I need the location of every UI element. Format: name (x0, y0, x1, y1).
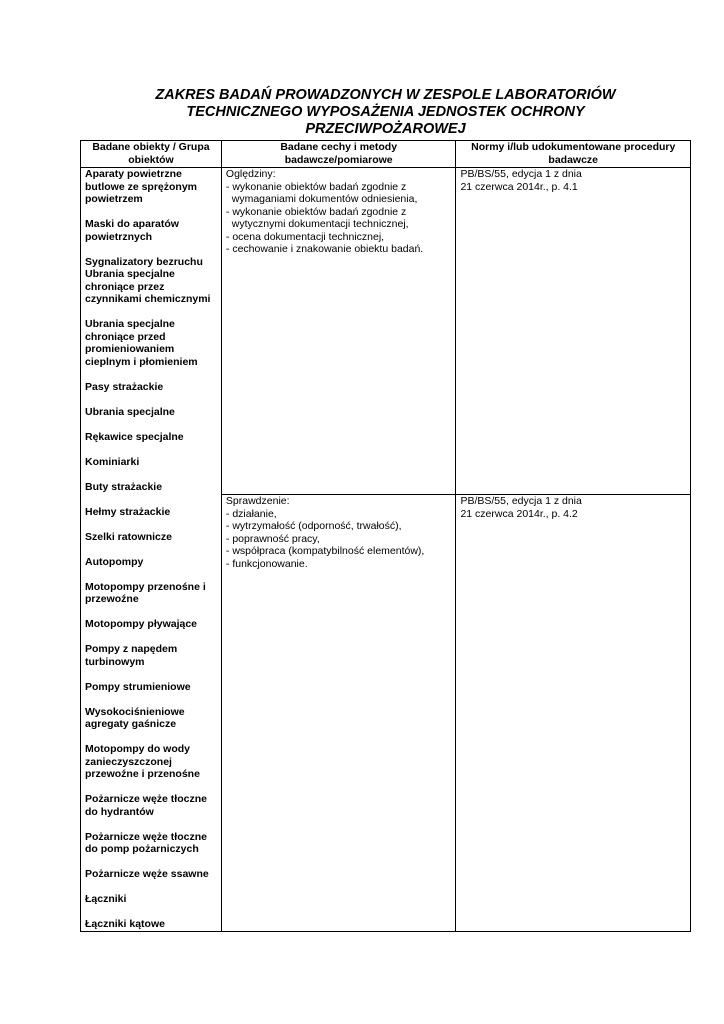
object-group (85, 581, 217, 606)
object-label-line: Buty strażackie (85, 480, 163, 493)
header-methods: Badane cechy i metody badawcze/pomiarowe (221, 141, 456, 168)
object-group (85, 618, 217, 631)
object-label-line: Ubrania specjalne (85, 268, 175, 280)
cell-text-line: PB/BS/55, edycja 1 z dnia (460, 495, 582, 508)
object-group (85, 681, 217, 694)
object-label-line: cieplnym i płomieniem (85, 355, 198, 368)
object-label-line: butlowe ze sprężonym (85, 180, 198, 193)
object-label-line: Łączniki kątowe (85, 918, 165, 930)
object-group (85, 868, 217, 881)
object-group (85, 643, 217, 668)
object-label-line: Ubrania specjalne (85, 318, 175, 330)
cell-text-line: - poprawność pracy, (225, 532, 320, 545)
object-group (85, 793, 217, 818)
objects-cell (81, 168, 222, 932)
object-label-line: Pasy strażackie (85, 380, 164, 393)
cell-text-line: - wykonanie obiektów badań zgodnie z (225, 205, 407, 218)
object-label-line: przewoźne i przenośne (85, 768, 200, 780)
object-label-line: Motopompy przenośne i (85, 580, 206, 593)
object-label-line: Maski do aparatów (85, 218, 179, 230)
object-label-line: przewoźne (85, 593, 139, 605)
object-label-line: agregaty gaśnicze (85, 718, 177, 730)
object-group (85, 556, 217, 569)
object-label-line: Wysokociśnieniowe (85, 705, 185, 718)
cell-text-line: - współpraca (kompatybilność elementów), (225, 545, 425, 558)
object-group (85, 893, 217, 906)
object-group (85, 218, 217, 243)
methods-cell-inspection (221, 168, 456, 495)
cell-text-line: PB/BS/55, edycja 1 z dnia (460, 168, 582, 180)
object-group (85, 318, 217, 368)
object-label-line: Sygnalizatory bezruchu (85, 255, 203, 268)
cell-text-line: - cechowanie i znakowanie obiektu badań. (225, 243, 424, 255)
object-label-line: Rękawice specjalne (85, 430, 184, 443)
scope-table (80, 140, 691, 932)
cell-text-line: - wytrzymałość (odporność, trwałość), (225, 520, 402, 533)
object-group (85, 456, 217, 469)
object-group (85, 918, 217, 931)
cell-text-line: - funkcjonowanie. (225, 557, 308, 570)
cell-text-line: 21 czerwca 2014r., p. 4.2 (460, 507, 578, 520)
norms-cell-inspection (456, 168, 691, 495)
cell-text-line: - ocena dokumentacji technicznej, (225, 230, 385, 243)
object-label-line: promieniowaniem (85, 343, 175, 355)
object-label-line: Motopompy do wody (85, 743, 190, 755)
object-label-line: chroniące przed (85, 330, 166, 343)
object-group (85, 743, 217, 781)
object-group (85, 381, 217, 394)
object-label-line: Łączniki (85, 893, 127, 905)
cell-text-line: Oględziny: (225, 168, 276, 180)
cell-text-line: 21 czerwca 2014r., p. 4.1 (460, 180, 578, 193)
object-group (85, 481, 217, 494)
norms-cell-verification (456, 495, 691, 931)
object-group (85, 831, 217, 856)
title-line: TECHNICZNEGO WYPOSAŻENIA JEDNOSTEK OCHRONY (186, 104, 585, 120)
cell-text-line: - działanie, (225, 507, 277, 520)
object-label-line: Pożarnicze węże ssawne (85, 868, 209, 880)
title-line: ZAKRES BADAŃ PROWADZONYCH W ZESPOLE LABORATORIÓW (155, 87, 616, 103)
document-title (80, 87, 691, 138)
object-label-line: Pożarnicze węże tłoczne (85, 830, 207, 843)
object-group (85, 706, 217, 731)
object-label-line: Aparaty powietrzne (85, 168, 182, 180)
object-label-line: turbinowym (85, 655, 145, 668)
object-group (85, 431, 217, 444)
object-label-line: powietrznych (85, 230, 153, 243)
object-label-line: Autopompy (85, 555, 144, 568)
object-label-line: Pompy z napędem (85, 643, 178, 655)
object-label-line: Hełmy strażackie (85, 505, 171, 518)
object-label-line: chroniące przez (85, 280, 165, 293)
title-line: PRZECIWPOŻAROWEJ (305, 121, 466, 137)
methods-cell-verification (221, 495, 456, 931)
object-label-line: zanieczyszczonej (85, 755, 172, 768)
object-label-line: Kominiarki (85, 455, 140, 468)
object-group (85, 531, 217, 544)
object-label-line: Pompy strumieniowe (85, 680, 191, 693)
object-label-line: Szelki ratownicze (85, 530, 172, 543)
object-label-line: Motopompy pływające (85, 618, 198, 630)
object-label-line: do pomp pożarniczych (85, 843, 199, 855)
object-label-line: powietrzem (85, 193, 143, 205)
object-label-line: Ubrania specjalne (85, 405, 175, 418)
cell-text-line: - wykonanie obiektów badań zgodnie z (225, 180, 407, 193)
object-group (85, 256, 217, 306)
object-label-line: do hydrantów (85, 805, 154, 818)
table-row (81, 168, 691, 495)
object-label-line: czynnikami chemicznymi (85, 293, 211, 305)
header-objects: Badane obiekty / Grupa obiektów (81, 141, 222, 168)
cell-text-line: Sprawdzenie: (225, 495, 290, 508)
object-label-line: Pożarnicze węże tłoczne (85, 793, 207, 805)
cell-text-line: wytycznymi dokumentacji technicznej, (225, 218, 409, 230)
cell-text-line: wymaganiami dokumentów odniesienia, (225, 193, 418, 205)
object-group (85, 506, 217, 519)
header-norms: Normy i/lub udokumentowane procedury badawcze (456, 141, 691, 168)
object-group (85, 168, 217, 206)
object-group (85, 406, 217, 419)
table-header-row (81, 141, 691, 168)
